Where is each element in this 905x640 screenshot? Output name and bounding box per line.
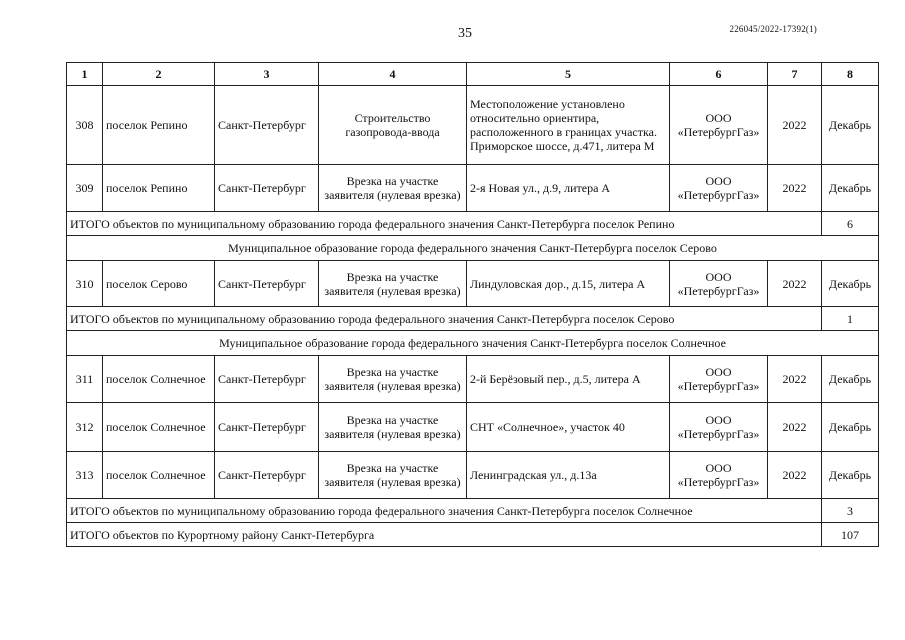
district-total-row bbox=[67, 523, 879, 547]
document-id: 226045/2022-17392(1) bbox=[729, 24, 817, 34]
objects-table bbox=[66, 62, 879, 547]
settlement-cell: поселок Серово bbox=[103, 261, 215, 307]
column-header: 1 bbox=[67, 63, 103, 86]
subtotal-label: ИТОГО объектов по муниципальному образованию города федерального значения Санкт-Петербурга поселок Солнечное bbox=[67, 499, 822, 523]
section-header-row bbox=[67, 236, 879, 261]
address-cell: СНТ «Солнечное», участок 40 bbox=[467, 403, 670, 452]
address-cell: 2-й Берёзовый пер., д.5, литера А bbox=[467, 356, 670, 403]
column-header: 2 bbox=[103, 63, 215, 86]
work-type-cell: Врезка на участке заявителя (нулевая врезка) bbox=[319, 452, 467, 499]
settlement-cell: поселок Солнечное bbox=[103, 452, 215, 499]
section-header: Муниципальное образование города федерального значения Санкт-Петербурга поселок Солнечное bbox=[67, 331, 879, 356]
settlement-cell: поселок Репино bbox=[103, 165, 215, 212]
column-header: 6 bbox=[670, 63, 768, 86]
subtotal-value: 1 bbox=[822, 307, 879, 331]
subtotal-label: ИТОГО объектов по муниципальному образованию города федерального значения Санкт-Петербурга поселок Серово bbox=[67, 307, 822, 331]
table-row bbox=[67, 356, 879, 403]
row-number: 312 bbox=[67, 403, 103, 452]
table-row bbox=[67, 86, 879, 165]
row-number: 310 bbox=[67, 261, 103, 307]
subtotal-row bbox=[67, 307, 879, 331]
subtotal-label: ИТОГО объектов по муниципальному образованию города федерального значения Санкт-Петербурга поселок Репино bbox=[67, 212, 822, 236]
column-header: 5 bbox=[467, 63, 670, 86]
month-cell: Декабрь bbox=[822, 86, 879, 165]
address-cell: Ленинградская ул., д.13а bbox=[467, 452, 670, 499]
year-cell: 2022 bbox=[768, 165, 822, 212]
address-cell: 2-я Новая ул., д.9, литера А bbox=[467, 165, 670, 212]
year-cell: 2022 bbox=[768, 86, 822, 165]
row-number: 313 bbox=[67, 452, 103, 499]
organization-cell: ООО «ПетербургГаз» bbox=[670, 261, 768, 307]
city-cell: Санкт-Петербург bbox=[215, 452, 319, 499]
settlement-cell: поселок Репино bbox=[103, 86, 215, 165]
settlement-cell: поселок Солнечное bbox=[103, 403, 215, 452]
organization-cell: ООО «ПетербургГаз» bbox=[670, 403, 768, 452]
year-cell: 2022 bbox=[768, 452, 822, 499]
organization-cell: ООО «ПетербургГаз» bbox=[670, 452, 768, 499]
month-cell: Декабрь bbox=[822, 452, 879, 499]
section-header: Муниципальное образование города федерального значения Санкт-Петербурга поселок Серово bbox=[67, 236, 879, 261]
year-cell: 2022 bbox=[768, 261, 822, 307]
city-cell: Санкт-Петербург bbox=[215, 356, 319, 403]
row-number: 309 bbox=[67, 165, 103, 212]
work-type-cell: Врезка на участке заявителя (нулевая врезка) bbox=[319, 261, 467, 307]
month-cell: Декабрь bbox=[822, 403, 879, 452]
district-total-label: ИТОГО объектов по Курортному району Санкт-Петербурга bbox=[67, 523, 822, 547]
subtotal-value: 6 bbox=[822, 212, 879, 236]
month-cell: Декабрь bbox=[822, 356, 879, 403]
settlement-cell: поселок Солнечное bbox=[103, 356, 215, 403]
row-number: 311 bbox=[67, 356, 103, 403]
district-total-value: 107 bbox=[822, 523, 879, 547]
page-number: 35 bbox=[458, 26, 472, 41]
city-cell: Санкт-Петербург bbox=[215, 165, 319, 212]
month-cell: Декабрь bbox=[822, 261, 879, 307]
subtotal-row bbox=[67, 499, 879, 523]
table-row bbox=[67, 403, 879, 452]
table-row bbox=[67, 261, 879, 307]
organization-cell: ООО «ПетербургГаз» bbox=[670, 86, 768, 165]
year-cell: 2022 bbox=[768, 356, 822, 403]
city-cell: Санкт-Петербург bbox=[215, 86, 319, 165]
section-header-row bbox=[67, 331, 879, 356]
table-row bbox=[67, 452, 879, 499]
subtotal-row bbox=[67, 212, 879, 236]
address-cell: Местоположение установлено относительно ориентира, расположенного в границах участка. Приморское шоссе, д.471, литера М bbox=[467, 86, 670, 165]
address-cell: Линдуловская дор., д.15, литера А bbox=[467, 261, 670, 307]
table-row bbox=[67, 165, 879, 212]
year-cell: 2022 bbox=[768, 403, 822, 452]
column-header: 3 bbox=[215, 63, 319, 86]
work-type-cell: Строительство газопровода-ввода bbox=[319, 86, 467, 165]
column-header: 8 bbox=[822, 63, 879, 86]
column-header: 4 bbox=[319, 63, 467, 86]
column-header: 7 bbox=[768, 63, 822, 86]
organization-cell: ООО «ПетербургГаз» bbox=[670, 165, 768, 212]
organization-cell: ООО «ПетербургГаз» bbox=[670, 356, 768, 403]
work-type-cell: Врезка на участке заявителя (нулевая врезка) bbox=[319, 403, 467, 452]
work-type-cell: Врезка на участке заявителя (нулевая врезка) bbox=[319, 356, 467, 403]
work-type-cell: Врезка на участке заявителя (нулевая врезка) bbox=[319, 165, 467, 212]
row-number: 308 bbox=[67, 86, 103, 165]
table-header-row bbox=[67, 63, 879, 86]
subtotal-value: 3 bbox=[822, 499, 879, 523]
city-cell: Санкт-Петербург bbox=[215, 403, 319, 452]
month-cell: Декабрь bbox=[822, 165, 879, 212]
city-cell: Санкт-Петербург bbox=[215, 261, 319, 307]
